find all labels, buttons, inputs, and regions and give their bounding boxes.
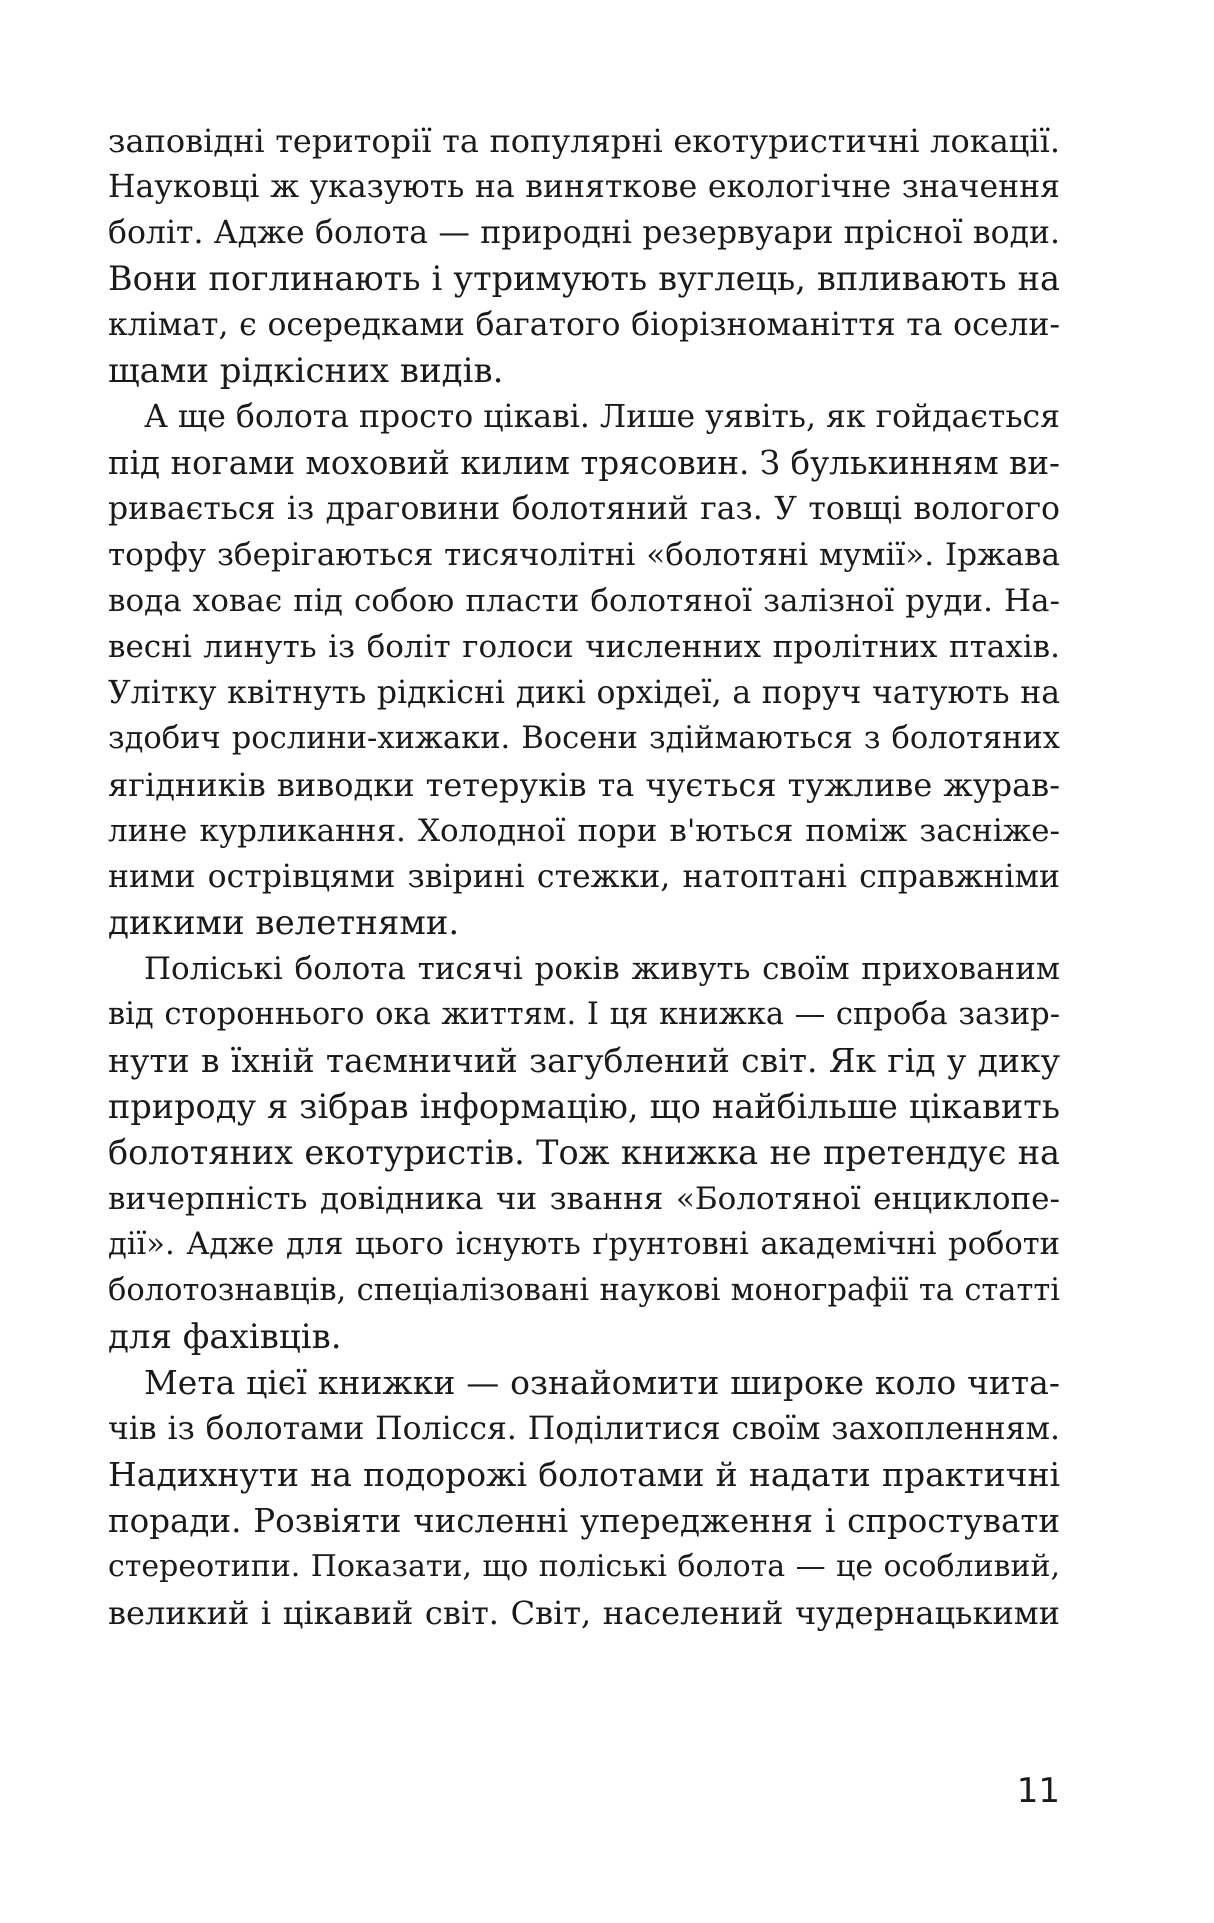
text-line: весні линуть із боліт голоси численних пролітних птахів. [108, 629, 1060, 665]
text-line: здобич рослини-хижаки. Восени здіймаються з болотяних [108, 721, 1060, 756]
text-line: Науковці ж указують на виняткове екологічне значення [108, 169, 1060, 205]
text-line: боліт. Адже болота — природні резервуари прісної води. [108, 215, 1060, 251]
body-text [108, 118, 1060, 1636]
text-line: Вони поглинають і утримують вуглець, впливають на [108, 259, 1060, 298]
text-line: Мета цієї книжки — ознайомити широке коло чита- [144, 1363, 1060, 1402]
text-line: вода ховає під собою пласти болотяної залізної руди. На- [108, 583, 1060, 619]
page-number: 11 [1016, 1771, 1060, 1811]
text-line: Улітку квітнуть рідкісні дикі орхідеї, а поруч чатують на [108, 675, 1060, 711]
text-line: вичерпність довідника чи звання «Болотяної енциклопе- [108, 1181, 1060, 1217]
text-line: ними острівцями звірині стежки, натоптані справжніми [108, 859, 1060, 895]
text-line: болотяних екотуристів. Тож книжка не претендує на [108, 1133, 1060, 1172]
text-line: стереотипи. Показати, що поліські болота — це особливий, [108, 1549, 1060, 1584]
text-line: А ще болота просто цікаві. Лише уявіть, як гойдається [144, 399, 1060, 435]
text-line: щами рідкісних видів. [108, 351, 504, 391]
text-line: поради. Розвіяти численні упередження і спростувати [108, 1502, 1060, 1540]
text-line: клімат, є осередками багатого біорізноманіття та осели- [108, 307, 1060, 343]
text-line: під ногами моховий килим трясовин. З булькинням ви- [108, 444, 1060, 482]
text-line: чів із болотами Полісся. Поділитися своїм захопленням. [108, 1411, 1060, 1447]
text-line: ягідників виводки тетеруків та чується тужливе журав- [108, 766, 1060, 804]
text-line: болотознавців, спеціалізовані наукові монографії та статті [108, 1273, 1060, 1308]
text-line: заповідні території та популярні екотуристичні локації. [108, 122, 1060, 160]
text-line: Надихнути на подорожі болотами й надати практичні [108, 1455, 1060, 1494]
text-line: лине курликання. Холодної пори в'ються поміж засніже- [108, 813, 1060, 849]
text-line: Поліські болота тисячі років живуть своїм прихованим [144, 951, 1060, 987]
text-line: природу я зібрав інформацію, що найбільше цікавить [108, 1087, 1060, 1126]
text-line: нути в їхній таємничий загублений світ. Як гід у дику [108, 1041, 1060, 1080]
text-line: дикими велетнями. [108, 903, 460, 943]
text-line: від стороннього ока життям. І ця книжка — спроба зазир- [108, 997, 1060, 1032]
text-line: для фахівців. [108, 1317, 342, 1357]
text-line: ривається із драговини болотяний газ. У товщі вологого [108, 491, 1060, 527]
text-line: торфу зберігаються тисячолітні «болотяні мумії». Іржава [108, 537, 1060, 573]
text-line: великий і цікавий світ. Світ, населений чудернацькими [108, 1594, 1060, 1632]
text-line: дії». Адже для цього існують ґрунтовні академічні роботи [108, 1227, 1060, 1262]
